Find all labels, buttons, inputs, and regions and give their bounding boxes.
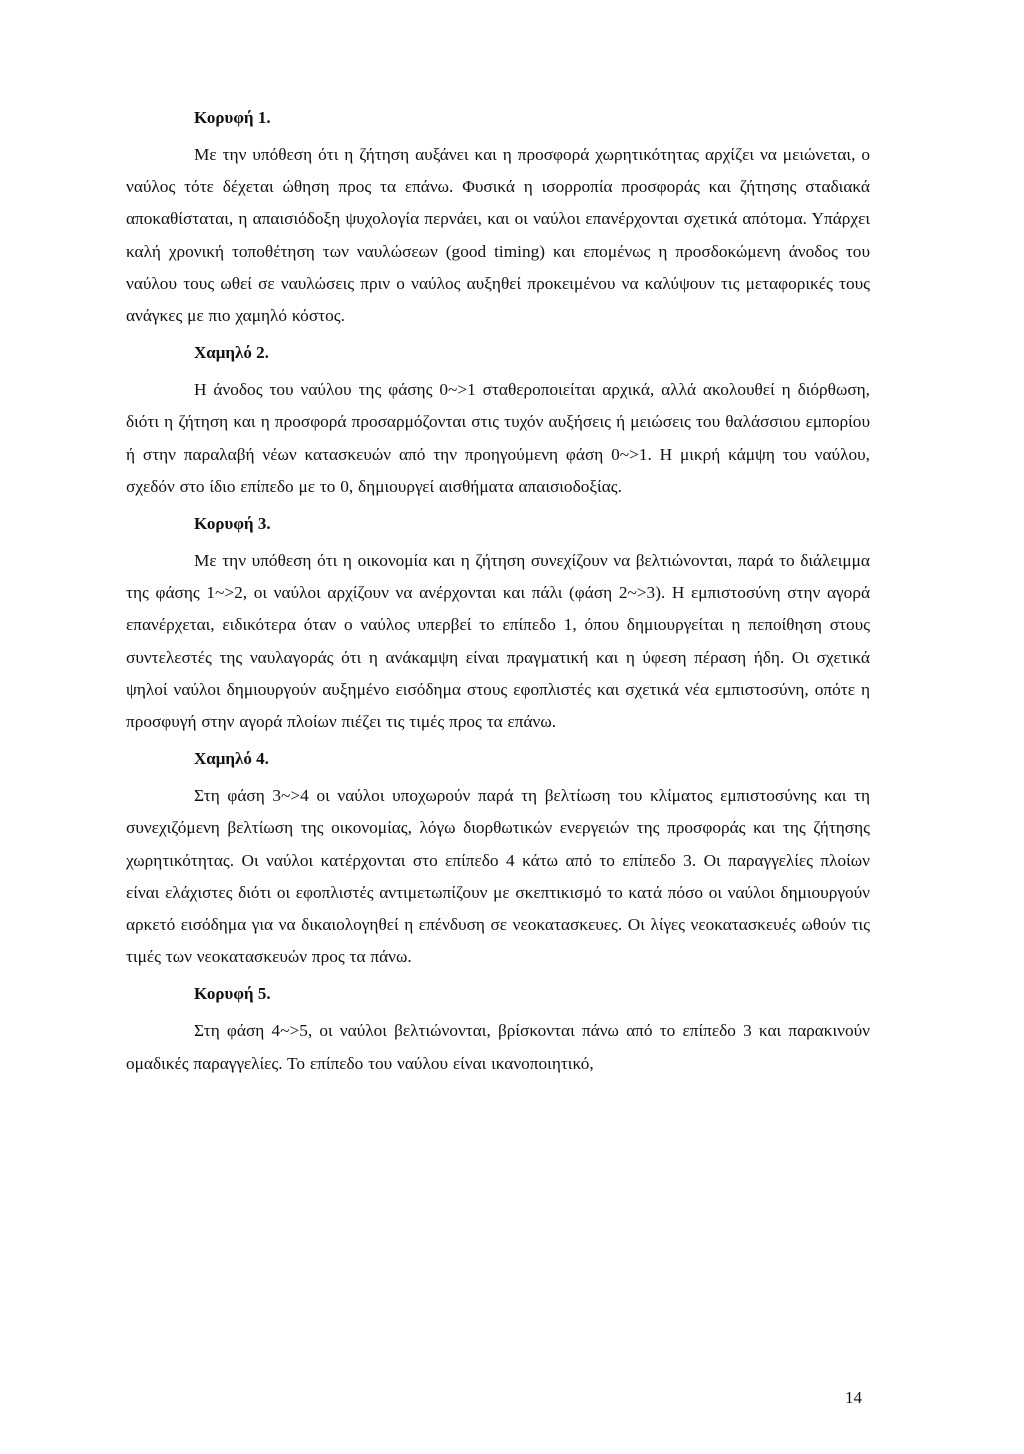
section-peak-3: [126, 514, 870, 738]
section-paragraph: Με την υπόθεση ότι η ζήτηση αυξάνει και η προσφορά χωρητικότητας αρχίζει να μειώνεται, ο ναύλος τότε δέχεται ώθηση προς τα επάνω. Φυσικά η ισορροπία προσφοράς και ζήτησης σταδιακά αποκαθίσταται, η απαισιόδοξη ψυχολογία περνάει, και οι ναύλοι επανέρχονται σχετικά απότομα. Υπάρχει καλή χρονική τοποθέτηση των ναυλώσεων (good timing) και επομένως η προσδοκώμενη άνοδος του ναύλου τους ωθεί σε ναυλώσεις πριν ο ναύλος αυξηθεί προκειμένου να καλύψουν τις μεταφορικές τους ανάγκες με πιο χαμηλό κόστος.: [126, 145, 870, 326]
section-paragraph: Στη φάση 4~>5, οι ναύλοι βελτιώνονται, βρίσκονται πάνω από το επίπεδο 3 και παρακινούν ομαδικές παραγγελίες. Το επίπεδο του ναύλου είναι ικανοποιητικό,: [126, 1021, 870, 1073]
section-peak-1: [126, 108, 870, 332]
section-heading: Κορυφή 1.: [194, 108, 271, 127]
section-low-2: [126, 343, 870, 503]
section-heading: Χαμηλό 2.: [194, 343, 269, 363]
section-heading: Χαμηλό 4.: [194, 749, 269, 769]
section-paragraph: Στη φάση 3~>4 οι ναύλοι υποχωρούν παρά τη βελτίωση του κλίματος εμπιστοσύνης και τη συνεχιζόμενη βελτίωση της οικονομίας, λόγω διορθωτικών ενεργειών της προσφοράς και της ζήτησης χωρητικότητας. Οι ναύλοι κατέρχονται στο επίπεδο 4 κάτω από το επίπεδο 3. Οι παραγγελίες πλοίων είναι ελάχιστες διότι οι εφοπλιστές αντιμετωπίζουν με σκεπτικισμό το κατά πόσο οι ναύλοι δημιουργούν αρκετό εισόδημα για να δικαιολογηθεί η επένδυση σε νεοκατασκευες. Οι λίγες νεοκατασκευές ωθούν τις τιμές των νεοκατασκευών προς τα πάνω.: [126, 786, 870, 967]
page-number: 14: [845, 1388, 862, 1407]
section-peak-5: [126, 984, 870, 1079]
section-low-4: [126, 749, 870, 973]
section-heading: Κορυφή 3.: [194, 514, 271, 534]
section-paragraph: Η άνοδος του ναύλου της φάσης 0~>1 σταθεροποιείται αρχικά, αλλά ακολουθεί η διόρθωση, διότι η ζήτηση και η προσφορά προσαρμόζονται στις τυχόν αυξήσεις ή μειώσεις του θαλάσσιου εμπορίου ή στην παραλαβή νέων κατασκευών από την προηγούμενη φάση 0~>1. Η μικρή κάμψη του ναύλου, σχεδόν στο ίδιο επίπεδο με το 0, δημιουργεί αισθήματα απαισιοδοξίας.: [126, 380, 870, 496]
document-body: [126, 108, 870, 1091]
section-heading: Κορυφή 5.: [194, 984, 271, 1004]
section-paragraph: Με την υπόθεση ότι η οικονομία και η ζήτηση συνεχίζουν να βελτιώνονται, παρά το διάλειμμα της φάσης 1~>2, οι ναύλοι αρχίζουν να ανέρχονται και πάλι (φάση 2~>3). Η εμπιστοσύνη στην αγορά επανέρχεται, ειδικότερα όταν ο ναύλος υπερβεί το επίπεδο 1, όπου δημιουργείται η πεποίθηση στους συντελεστές της ναυλαγοράς ότι η ανάκαμψη είναι πραγματική και η ύφεση πέραση ήδη. Οι σχετικά ψηλοί ναύλοι δημιουργούν αυξημένο εισόδημα στους εφοπλιστές και σχετικά νέα εμπιστοσύνη, οπότε η προσφυγή στην αγορά πλοίων πιέζει τις τιμές προς τα επάνω.: [126, 551, 870, 732]
